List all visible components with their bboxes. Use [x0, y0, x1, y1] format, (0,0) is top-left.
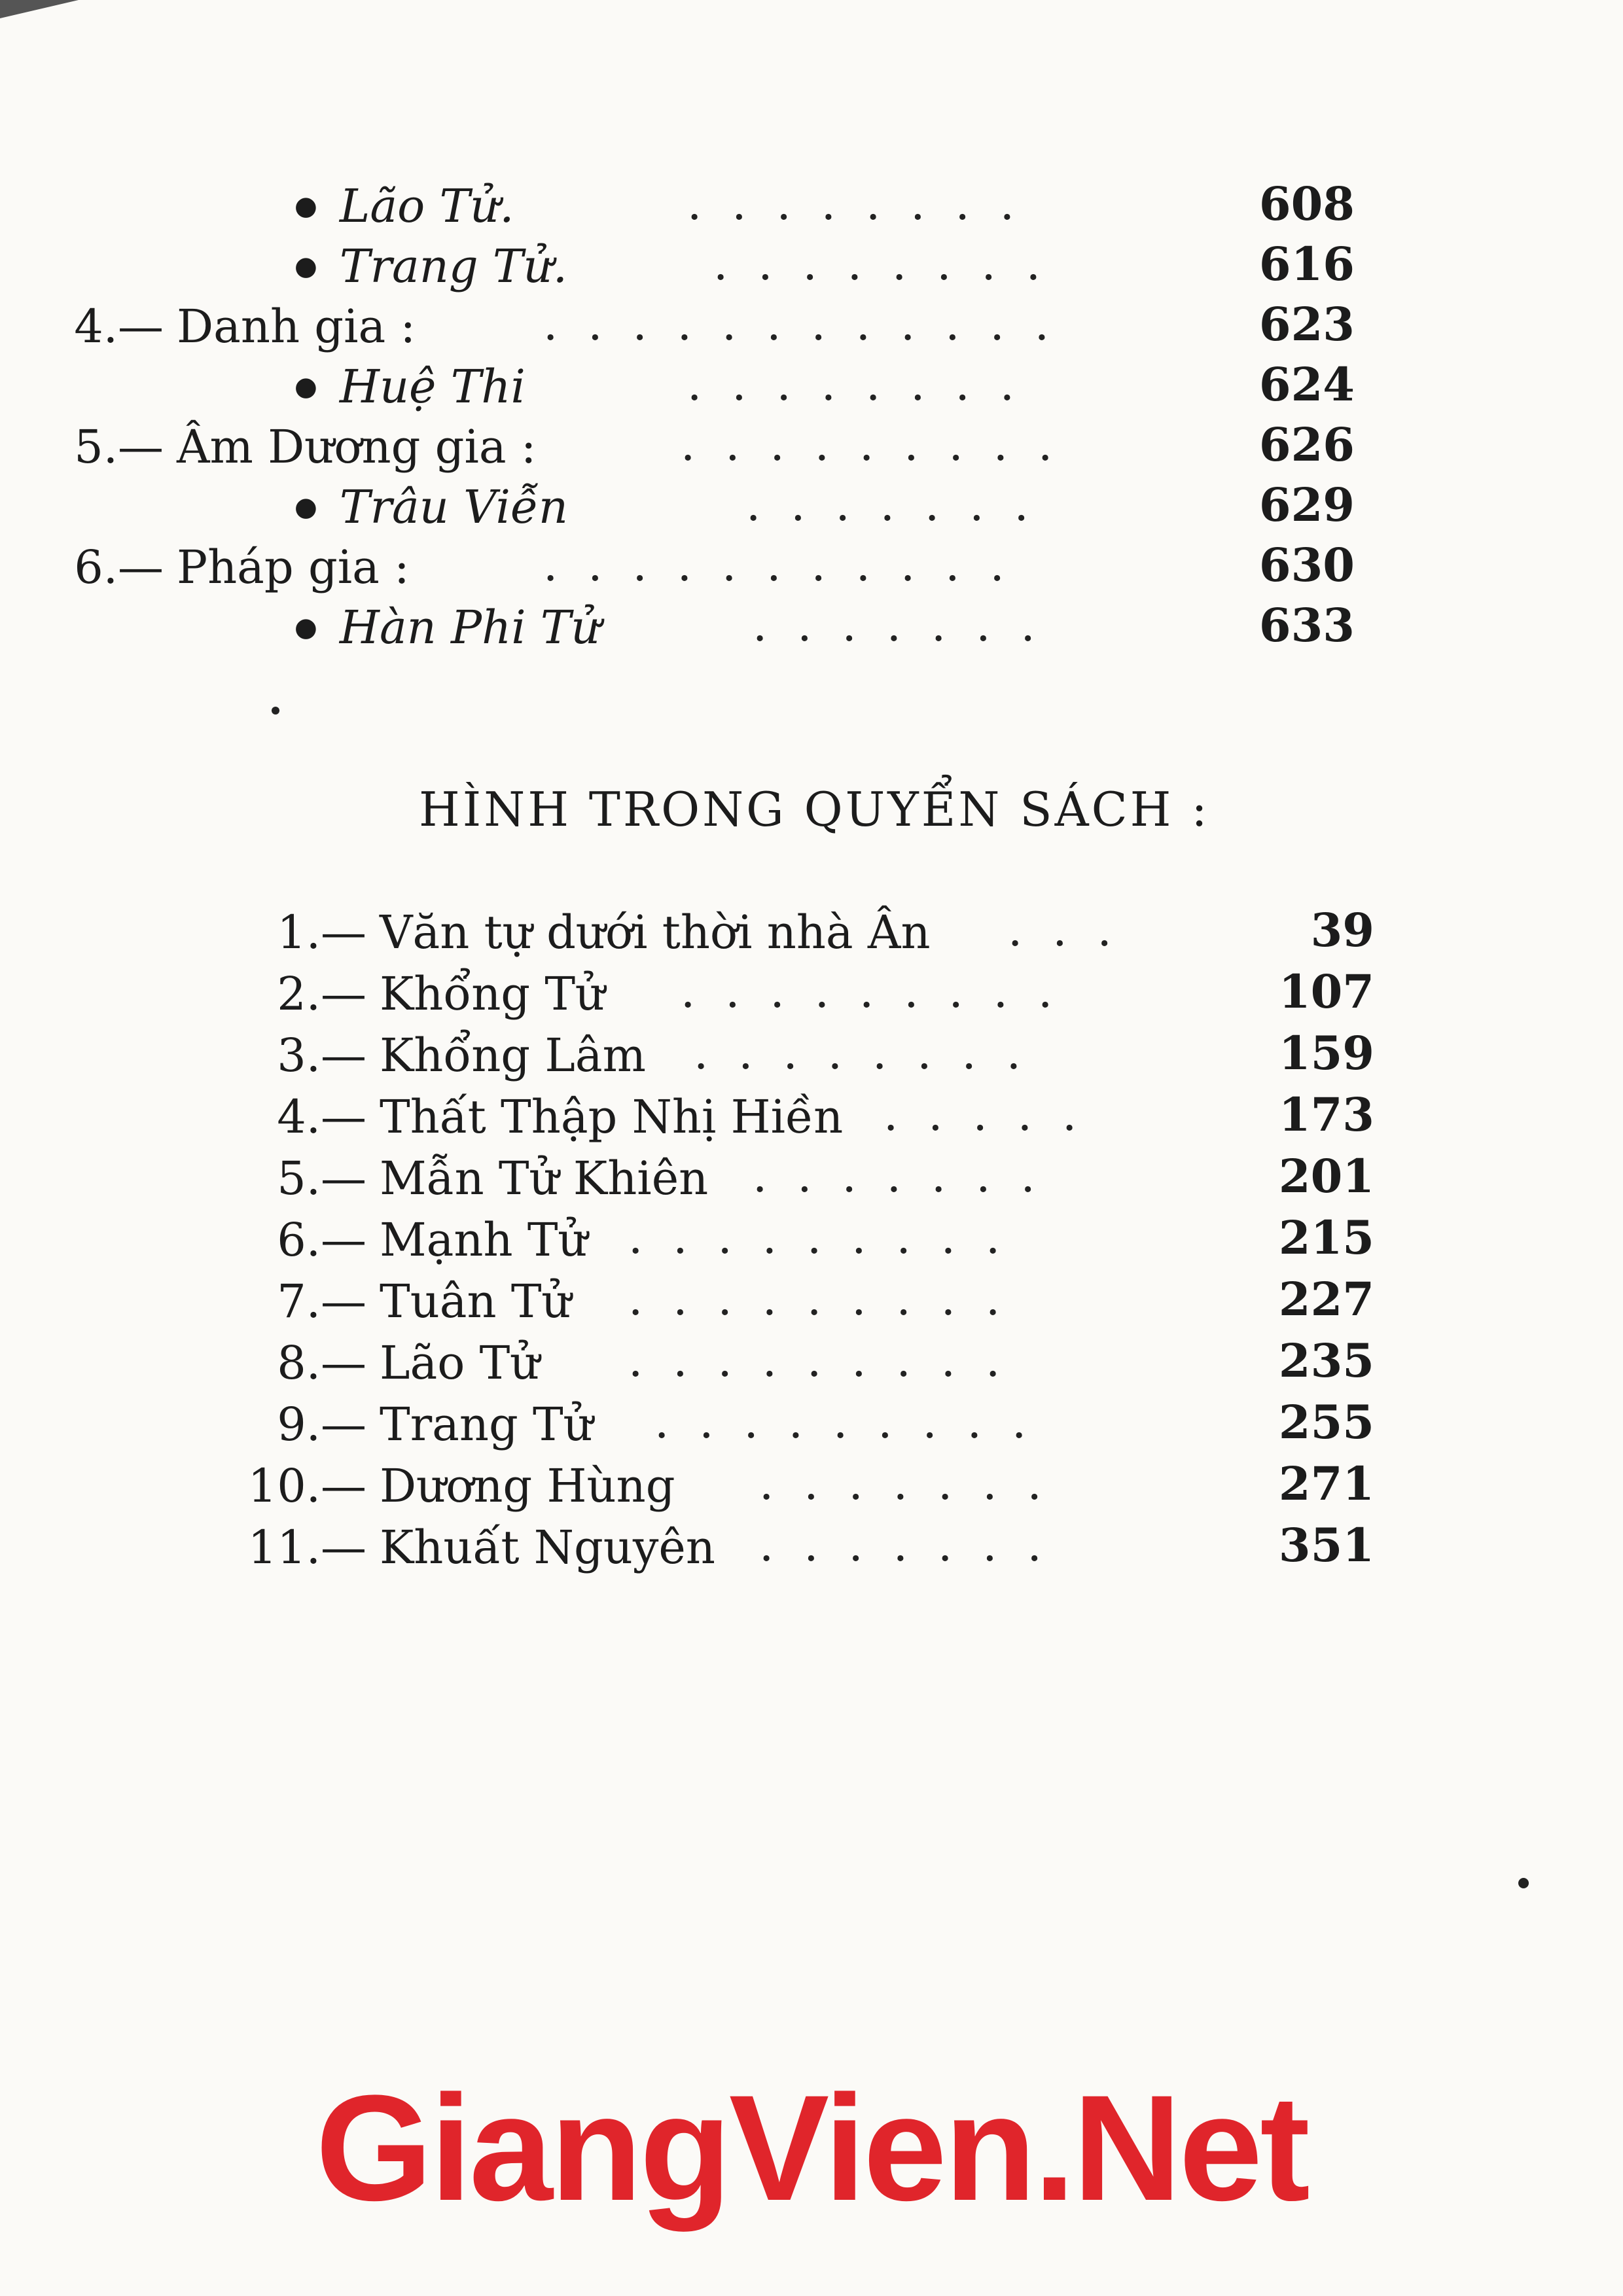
dot-leader: ............: [543, 297, 1080, 351]
entry-number: 6.—: [277, 1213, 366, 1267]
entry-title: Mẫn Tử Khiên: [380, 1152, 709, 1205]
figure-entry: [131, 1087, 843, 1146]
toc-entry: [164, 478, 568, 537]
dot-leader: ...........: [543, 538, 1035, 592]
entry-title: Trang Tử.: [339, 239, 567, 293]
page-number: 624: [1258, 357, 1355, 412]
page-number: 201: [1278, 1149, 1374, 1203]
entry-number: 3.—: [277, 1029, 366, 1082]
bullet-icon: ●: [294, 191, 317, 221]
dot-leader: ........: [687, 177, 1045, 230]
dot-leader: .........: [681, 417, 1083, 471]
dot-leader: .......: [753, 598, 1065, 652]
page-number: 633: [1258, 598, 1355, 652]
page-number: 159: [1278, 1026, 1374, 1080]
entry-number: 5.—: [74, 420, 164, 474]
dot-leader: ...: [1008, 903, 1142, 957]
page-number: 623: [1258, 297, 1355, 351]
entry-title: Dương Hùng: [380, 1459, 675, 1513]
page-number: 629: [1258, 478, 1355, 532]
entry-title: Danh gia :: [177, 300, 416, 353]
figure-entry: [131, 1395, 593, 1454]
page-number: 630: [1258, 538, 1355, 592]
dot-leader: ........: [694, 1026, 1052, 1080]
page-number: 626: [1258, 417, 1355, 472]
dot-leader: .......: [759, 1457, 1072, 1510]
scan-speck: [1518, 1878, 1529, 1888]
entry-number: 2.—: [277, 967, 366, 1021]
entry-title: Khổng Lâm: [380, 1029, 646, 1082]
figure-entry: [131, 1457, 675, 1515]
dot-leader: .........: [681, 964, 1083, 1018]
figure-entry: [131, 1518, 715, 1577]
entry-title: Khổng Tử: [380, 967, 605, 1021]
scan-speck: [272, 707, 279, 715]
page-number: 351: [1278, 1518, 1374, 1572]
entry-title: Tuân Tử: [380, 1275, 571, 1328]
entry-number: 4.—: [277, 1090, 366, 1144]
entry-title: Âm Dương gia :: [177, 420, 537, 474]
figure-entry: [131, 1272, 571, 1331]
page-number: 616: [1258, 237, 1355, 291]
page-number: 235: [1278, 1333, 1374, 1388]
toc-entry: [164, 357, 526, 416]
entry-title: Trâu Viễn: [339, 480, 568, 534]
toc-entry: [46, 297, 416, 356]
entry-title: Trang Tử: [380, 1398, 593, 1451]
page-number: 215: [1278, 1210, 1374, 1265]
entry-number: 11.—: [247, 1521, 366, 1574]
page-number: 107: [1278, 964, 1374, 1019]
entry-title: Khuất Nguyên: [380, 1521, 715, 1574]
toc-entry: [164, 177, 514, 236]
toc-entry: [46, 538, 410, 597]
page-number: 173: [1278, 1087, 1374, 1142]
entry-number: 4.—: [74, 300, 164, 353]
entry-number: 7.—: [277, 1275, 366, 1328]
figure-entry: [131, 903, 931, 962]
entry-title: Pháp gia :: [177, 540, 410, 594]
figure-entry: [131, 1333, 539, 1392]
toc-entry: [164, 598, 601, 657]
entry-title: Huệ Thi: [339, 360, 526, 414]
figure-entry: [131, 1210, 588, 1269]
entry-title: Văn tự dưới thời nhà Ân: [380, 906, 931, 959]
entry-number: 6.—: [74, 540, 164, 594]
figure-entry: [131, 1026, 646, 1085]
entry-title: Lão Tử.: [339, 179, 514, 233]
entry-title: Hàn Phi Tử: [339, 601, 601, 654]
dot-leader: .......: [759, 1518, 1072, 1572]
entry-title: Mạnh Tử: [380, 1213, 588, 1267]
dot-leader: ........: [687, 357, 1045, 411]
dot-leader: .........: [628, 1272, 1031, 1326]
figures-heading: HÌNH TRONG QUYỂN SÁCH :: [419, 782, 1210, 837]
scan-corner-mark: [0, 0, 79, 18]
watermark-logo: GiangVien.Net: [315, 2064, 1308, 2232]
entry-number: 1.—: [277, 906, 366, 959]
page-number: 227: [1278, 1272, 1374, 1326]
bullet-icon: ●: [294, 612, 317, 643]
figure-entry: [131, 964, 605, 1023]
entry-number: 5.—: [277, 1152, 366, 1205]
page-number: 39: [1310, 903, 1374, 957]
bullet-icon: ●: [294, 372, 317, 402]
entry-number: 8.—: [277, 1336, 366, 1390]
dot-leader: ........: [713, 237, 1071, 291]
entry-title: Lão Tử: [380, 1336, 540, 1390]
page-number: 255: [1278, 1395, 1374, 1449]
dot-leader: .....: [883, 1087, 1107, 1141]
page-number: 608: [1258, 177, 1355, 231]
dot-leader: .........: [654, 1395, 1057, 1449]
bullet-icon: ●: [294, 251, 317, 281]
toc-entry: [164, 237, 567, 296]
dot-leader: .........: [628, 1210, 1031, 1264]
entry-title: Thất Thập Nhị Hiền: [380, 1090, 844, 1144]
entry-number: 9.—: [277, 1398, 366, 1451]
bullet-icon: ●: [294, 492, 317, 522]
entry-number: 10.—: [247, 1459, 366, 1513]
page-number: 271: [1278, 1457, 1374, 1511]
figure-entry: [131, 1149, 708, 1208]
toc-entry: [46, 417, 536, 476]
dot-leader: .......: [746, 478, 1059, 531]
dot-leader: .......: [753, 1149, 1065, 1203]
dot-leader: .........: [628, 1333, 1031, 1387]
